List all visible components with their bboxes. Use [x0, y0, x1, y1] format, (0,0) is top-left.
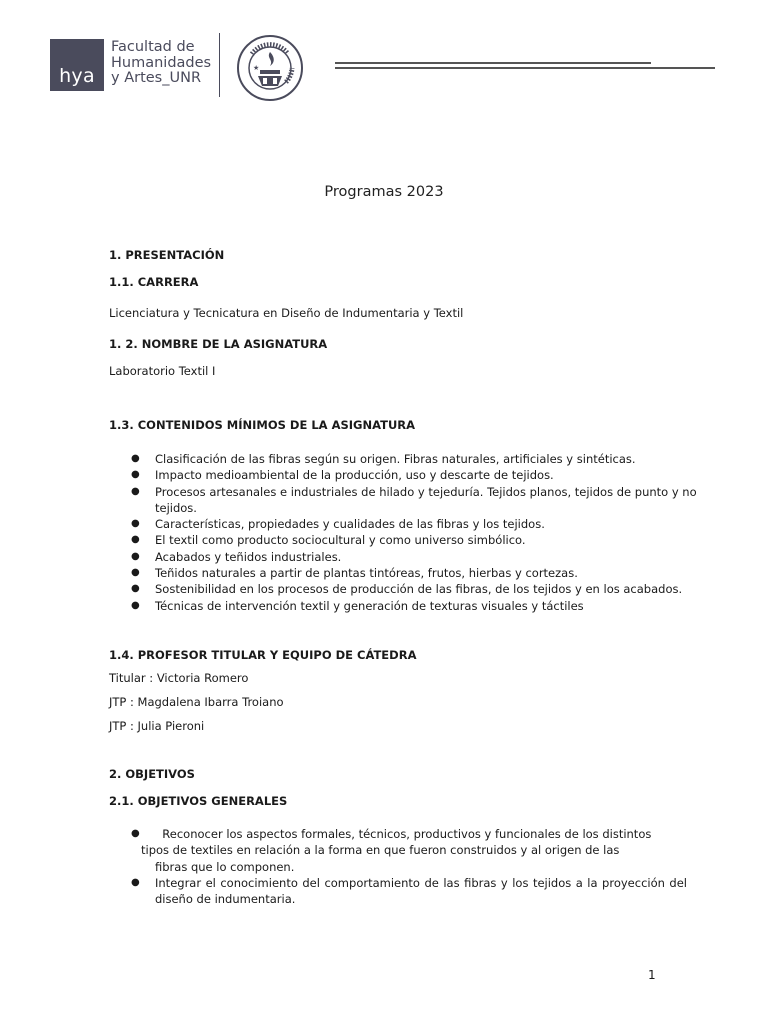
list-item: ● Características, propiedades y cualidades de las fibras y los tejidos.: [131, 516, 701, 532]
header-rule: [335, 62, 651, 64]
section-heading: 1. 2. NOMBRE DE LA ASIGNATURA: [109, 337, 328, 351]
section-heading: 2.1. OBJETIVOS GENERALES: [109, 794, 288, 808]
hya-logo: hya: [50, 39, 104, 91]
svg-text:★: ★: [253, 64, 260, 72]
objectives-list: [131, 875, 687, 908]
list-item: ● Técnicas de intervención textil y generación de texturas visuales y táctiles: [131, 598, 701, 614]
staff-line: Titular : Victoria Romero: [109, 671, 249, 685]
page-number: 1: [648, 968, 656, 982]
objective-line: Reconocer los aspectos formales, técnicos, productivos y funcionales de los distintos: [155, 827, 652, 841]
section-heading: 1. PRESENTACIÓN: [109, 248, 225, 262]
section-heading: 1.4. PROFESOR TITULAR Y EQUIPO DE CÁTEDRA: [109, 648, 417, 662]
section-heading: 1.3. CONTENIDOS MÍNIMOS DE LA ASIGNATURA: [109, 418, 416, 432]
section-heading: 2. OBJETIVOS: [109, 767, 195, 781]
objective-line: fibras que lo componen.: [155, 859, 295, 874]
list-item: ● Procesos artesanales e industriales de hilado y tejeduría. Tejidos planos, tejidos de punto y no tejidos.: [131, 484, 701, 517]
list-item: ● Integrar el conocimiento del comportamiento de las fibras y los tejidos a la proyección del diseño de indumentaria.: [131, 875, 687, 908]
subject-name: Laboratorio Textil I: [109, 364, 216, 378]
university-seal-icon: [236, 34, 304, 102]
faculty-line: Humanidades: [111, 54, 212, 71]
faculty-line: Facultad de: [111, 39, 195, 55]
staff-line: JTP : Magdalena Ibarra Troiano: [109, 695, 284, 709]
list-item: ● Teñidos naturales a partir de plantas tintóreas, frutos, hierbas y cortezas.: [131, 565, 701, 581]
list-item: ● El textil como producto sociocultural y como universo simbólico.: [131, 532, 701, 548]
list-item: ● Sostenibilidad en los procesos de producción de las fibras, de los tejidos y en los acabados.: [131, 581, 701, 597]
contents-list: [131, 451, 701, 614]
page-title: Programas 2023: [324, 184, 444, 200]
staff-line: JTP : Julia Pieroni: [109, 719, 205, 733]
objective-line: tipos de textiles en relación a la forma en que fueron construidos y al origen de las: [141, 843, 620, 858]
list-item: ● Clasificación de las fibras según su origen. Fibras naturales, artificiales y sintéticas.: [131, 451, 701, 467]
faculty-line: y Artes_UNR: [111, 70, 202, 86]
header-divider: [219, 33, 220, 97]
header-rule: [335, 67, 715, 69]
section-heading: 1.1. CARRERA: [109, 275, 199, 289]
bullet-icon: ●: [131, 828, 140, 839]
objective-item: [131, 826, 701, 875]
faculty-name: [111, 40, 211, 87]
list-item: ● Impacto medioambiental de la producción, uso y descarte de tejidos.: [131, 467, 701, 483]
list-item: ● Acabados y teñidos industriales.: [131, 549, 701, 565]
career-text: Licenciatura y Tecnicatura en Diseño de Indumentaria y Textil: [109, 306, 464, 320]
